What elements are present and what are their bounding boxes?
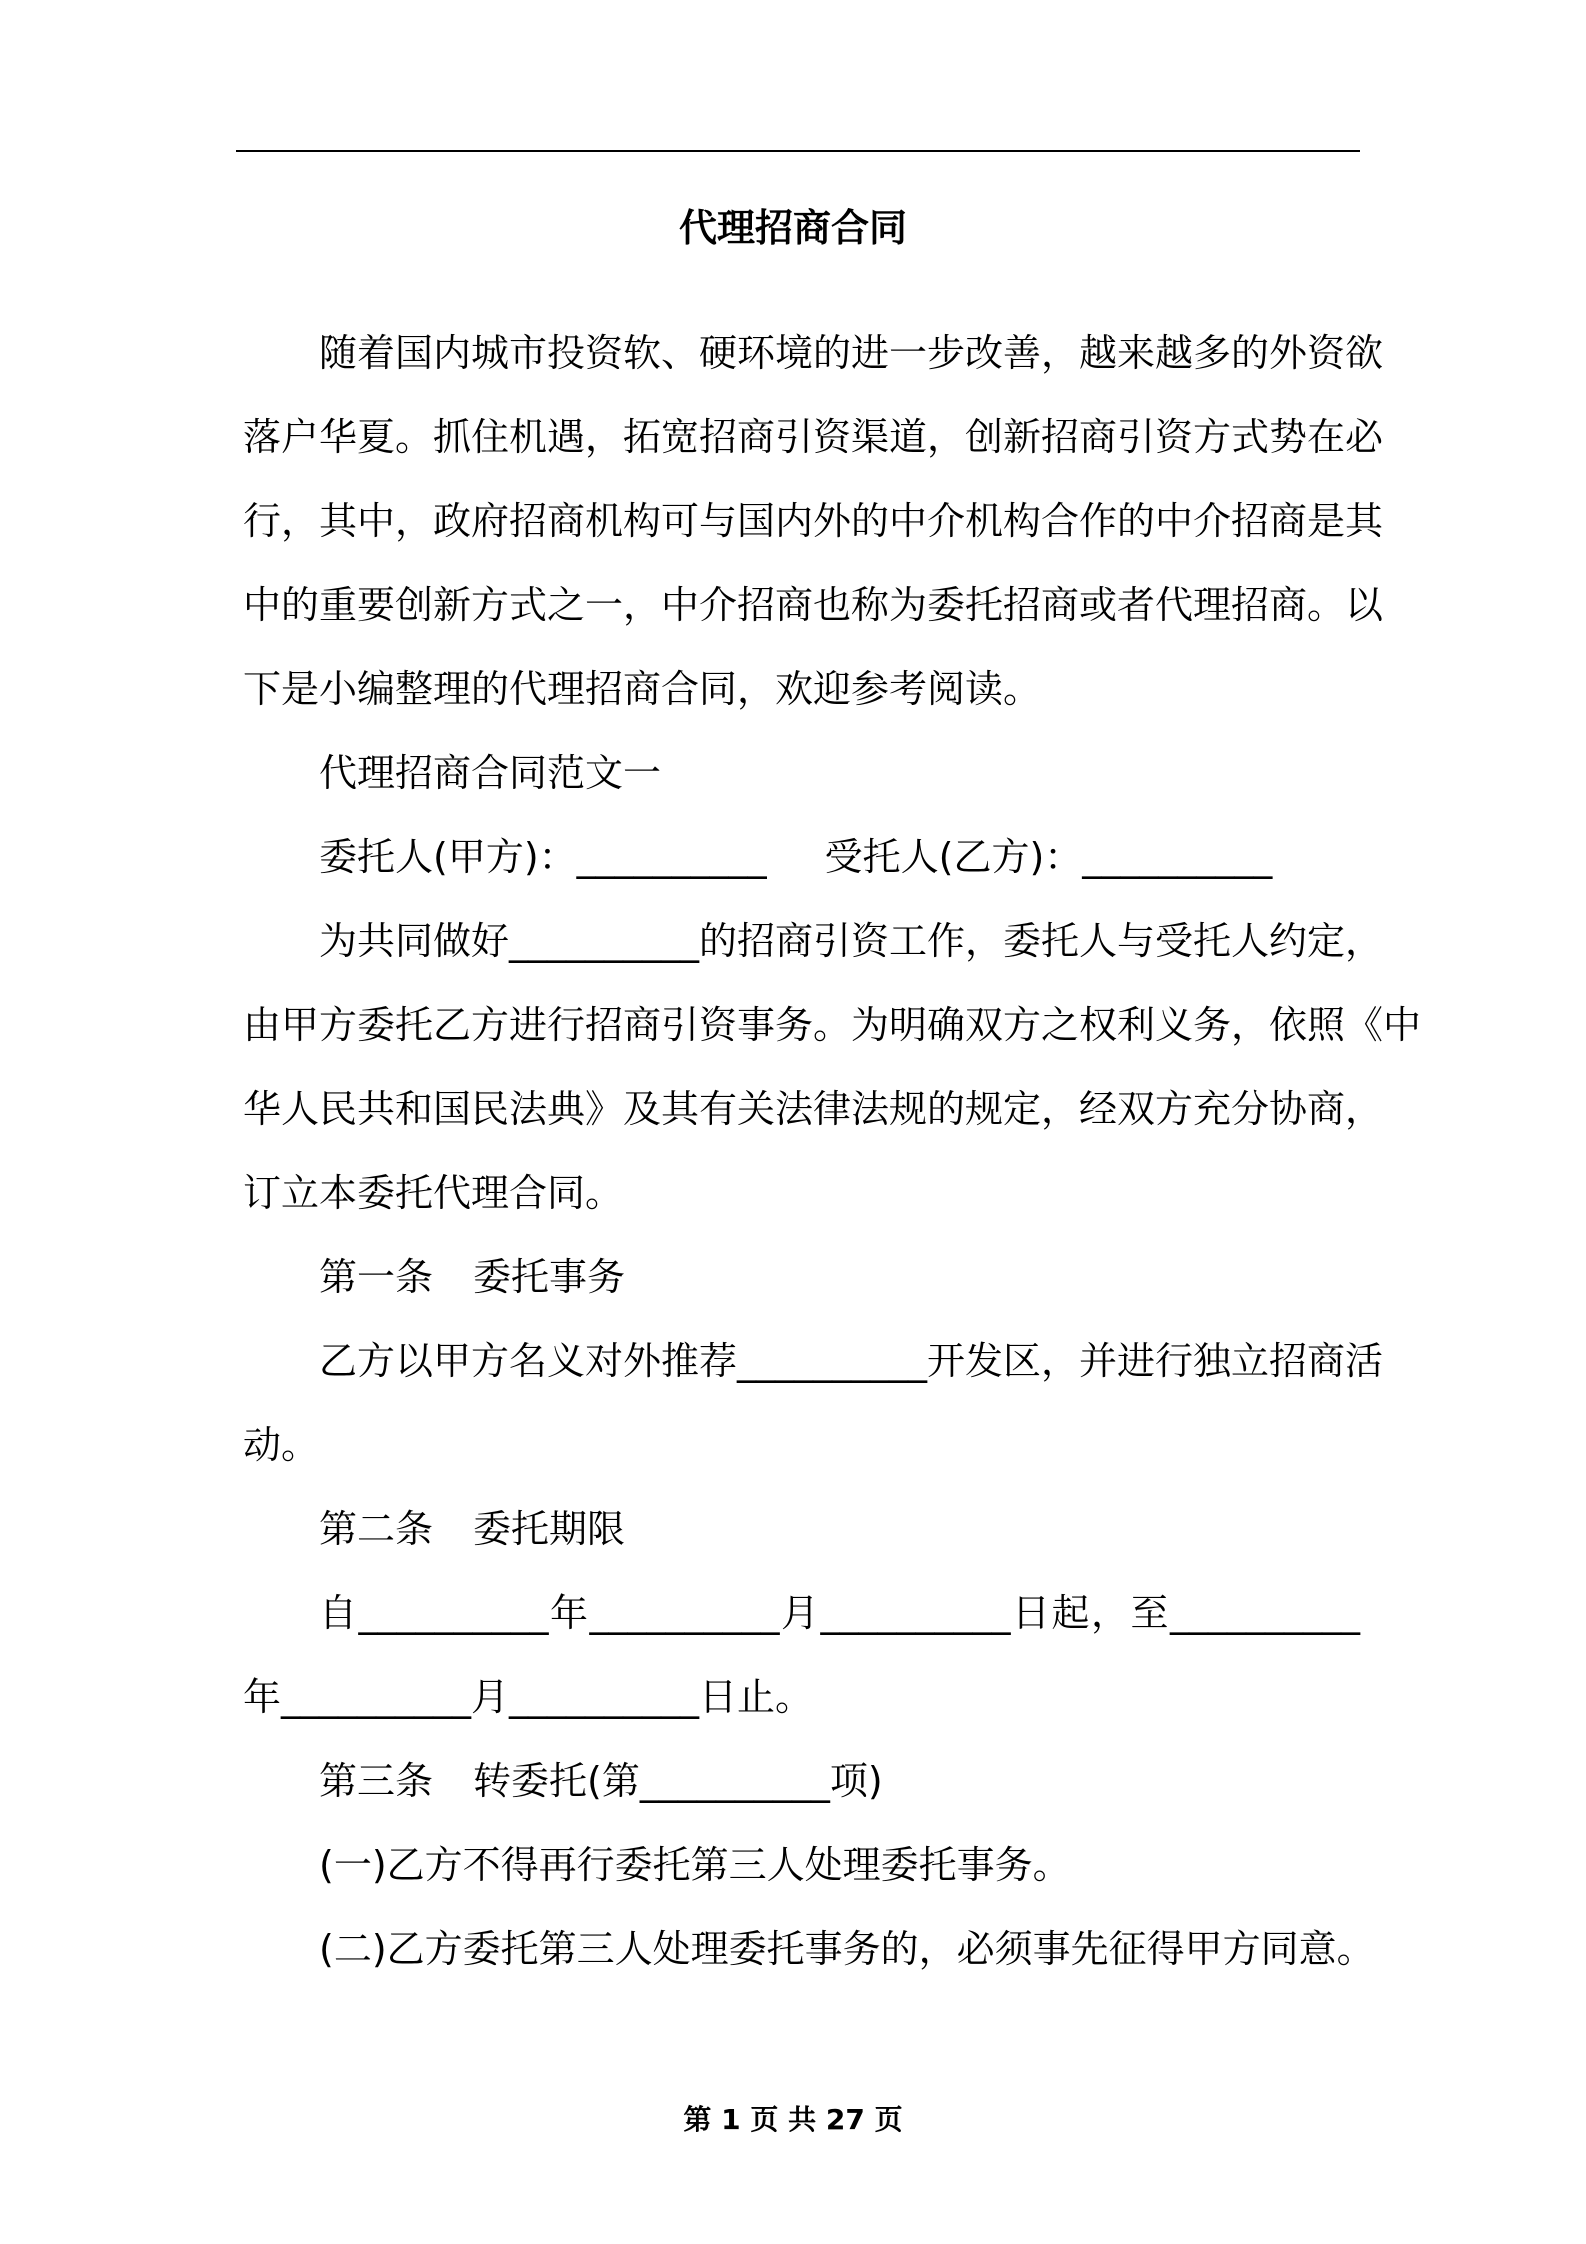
article-title: 委托期限 [473,1507,626,1551]
preamble-line: 为共同做好__________的招商引资工作，委托人与受托人约定， [319,919,1384,963]
agent-field: 受托人(乙方)：__________ [824,835,1273,879]
intro-line: 中的重要创新方式之一，中介招商也称为委托招商或者代理招商。以 [243,583,1384,627]
intro-line: 下是小编整理的代理招商合同，欢迎参考阅读。 [243,667,1042,711]
parties-line [319,832,1272,882]
preamble-line: 订立本委托代理合同。 [243,1171,624,1215]
article-2-line: 年__________月__________日止。 [243,1675,814,1719]
article-title: 委托事务 [473,1255,626,1299]
sample-heading: 代理招商合同范文一 [319,751,662,795]
article-3-heading [319,1756,883,1806]
article-1-heading [319,1252,625,1302]
article-number: 第一条 [319,1255,434,1299]
intro-line: 落户华夏。抓住机遇，拓宽招商引资渠道，创新招商引资方式势在必 [243,415,1384,459]
header-rule [236,150,1360,152]
intro-line: 行，其中，政府招商机构可与国内外的中介机构合作的中介招商是其 [243,499,1384,543]
document-title: 代理招商合同 [678,206,907,250]
article-title: 转委托(第__________项) [473,1759,883,1803]
article-1-line: 动。 [243,1423,320,1467]
page-footer: 第 1 页 共 27 页 [683,2103,903,2136]
article-number: 第三条 [319,1759,434,1803]
principal-field: 委托人(甲方)：__________ [319,835,767,879]
preamble-line: 华人民共和国民法典》及其有关法律法规的规定，经双方充分协商， [243,1087,1384,1131]
intro-line: 随着国内城市投资软、硬环境的进一步改善，越来越多的外资欲 [319,331,1384,375]
article-number: 第二条 [319,1507,434,1551]
article-2-line: 自__________年__________月__________日起，至__________ [319,1591,1360,1635]
article-3-item: (二)乙方委托第三人处理委托事务的，必须事先征得甲方同意。 [319,1927,1375,1971]
article-3-item: (一)乙方不得再行委托第三人处理委托事务。 [319,1843,1071,1887]
article-2-heading [319,1504,625,1554]
article-1-line: 乙方以甲方名义对外推荐__________开发区，并进行独立招商活 [319,1339,1384,1383]
preamble-line: 由甲方委托乙方进行招商引资事务。为明确双方之权利义务，依照《中 [243,1003,1422,1047]
